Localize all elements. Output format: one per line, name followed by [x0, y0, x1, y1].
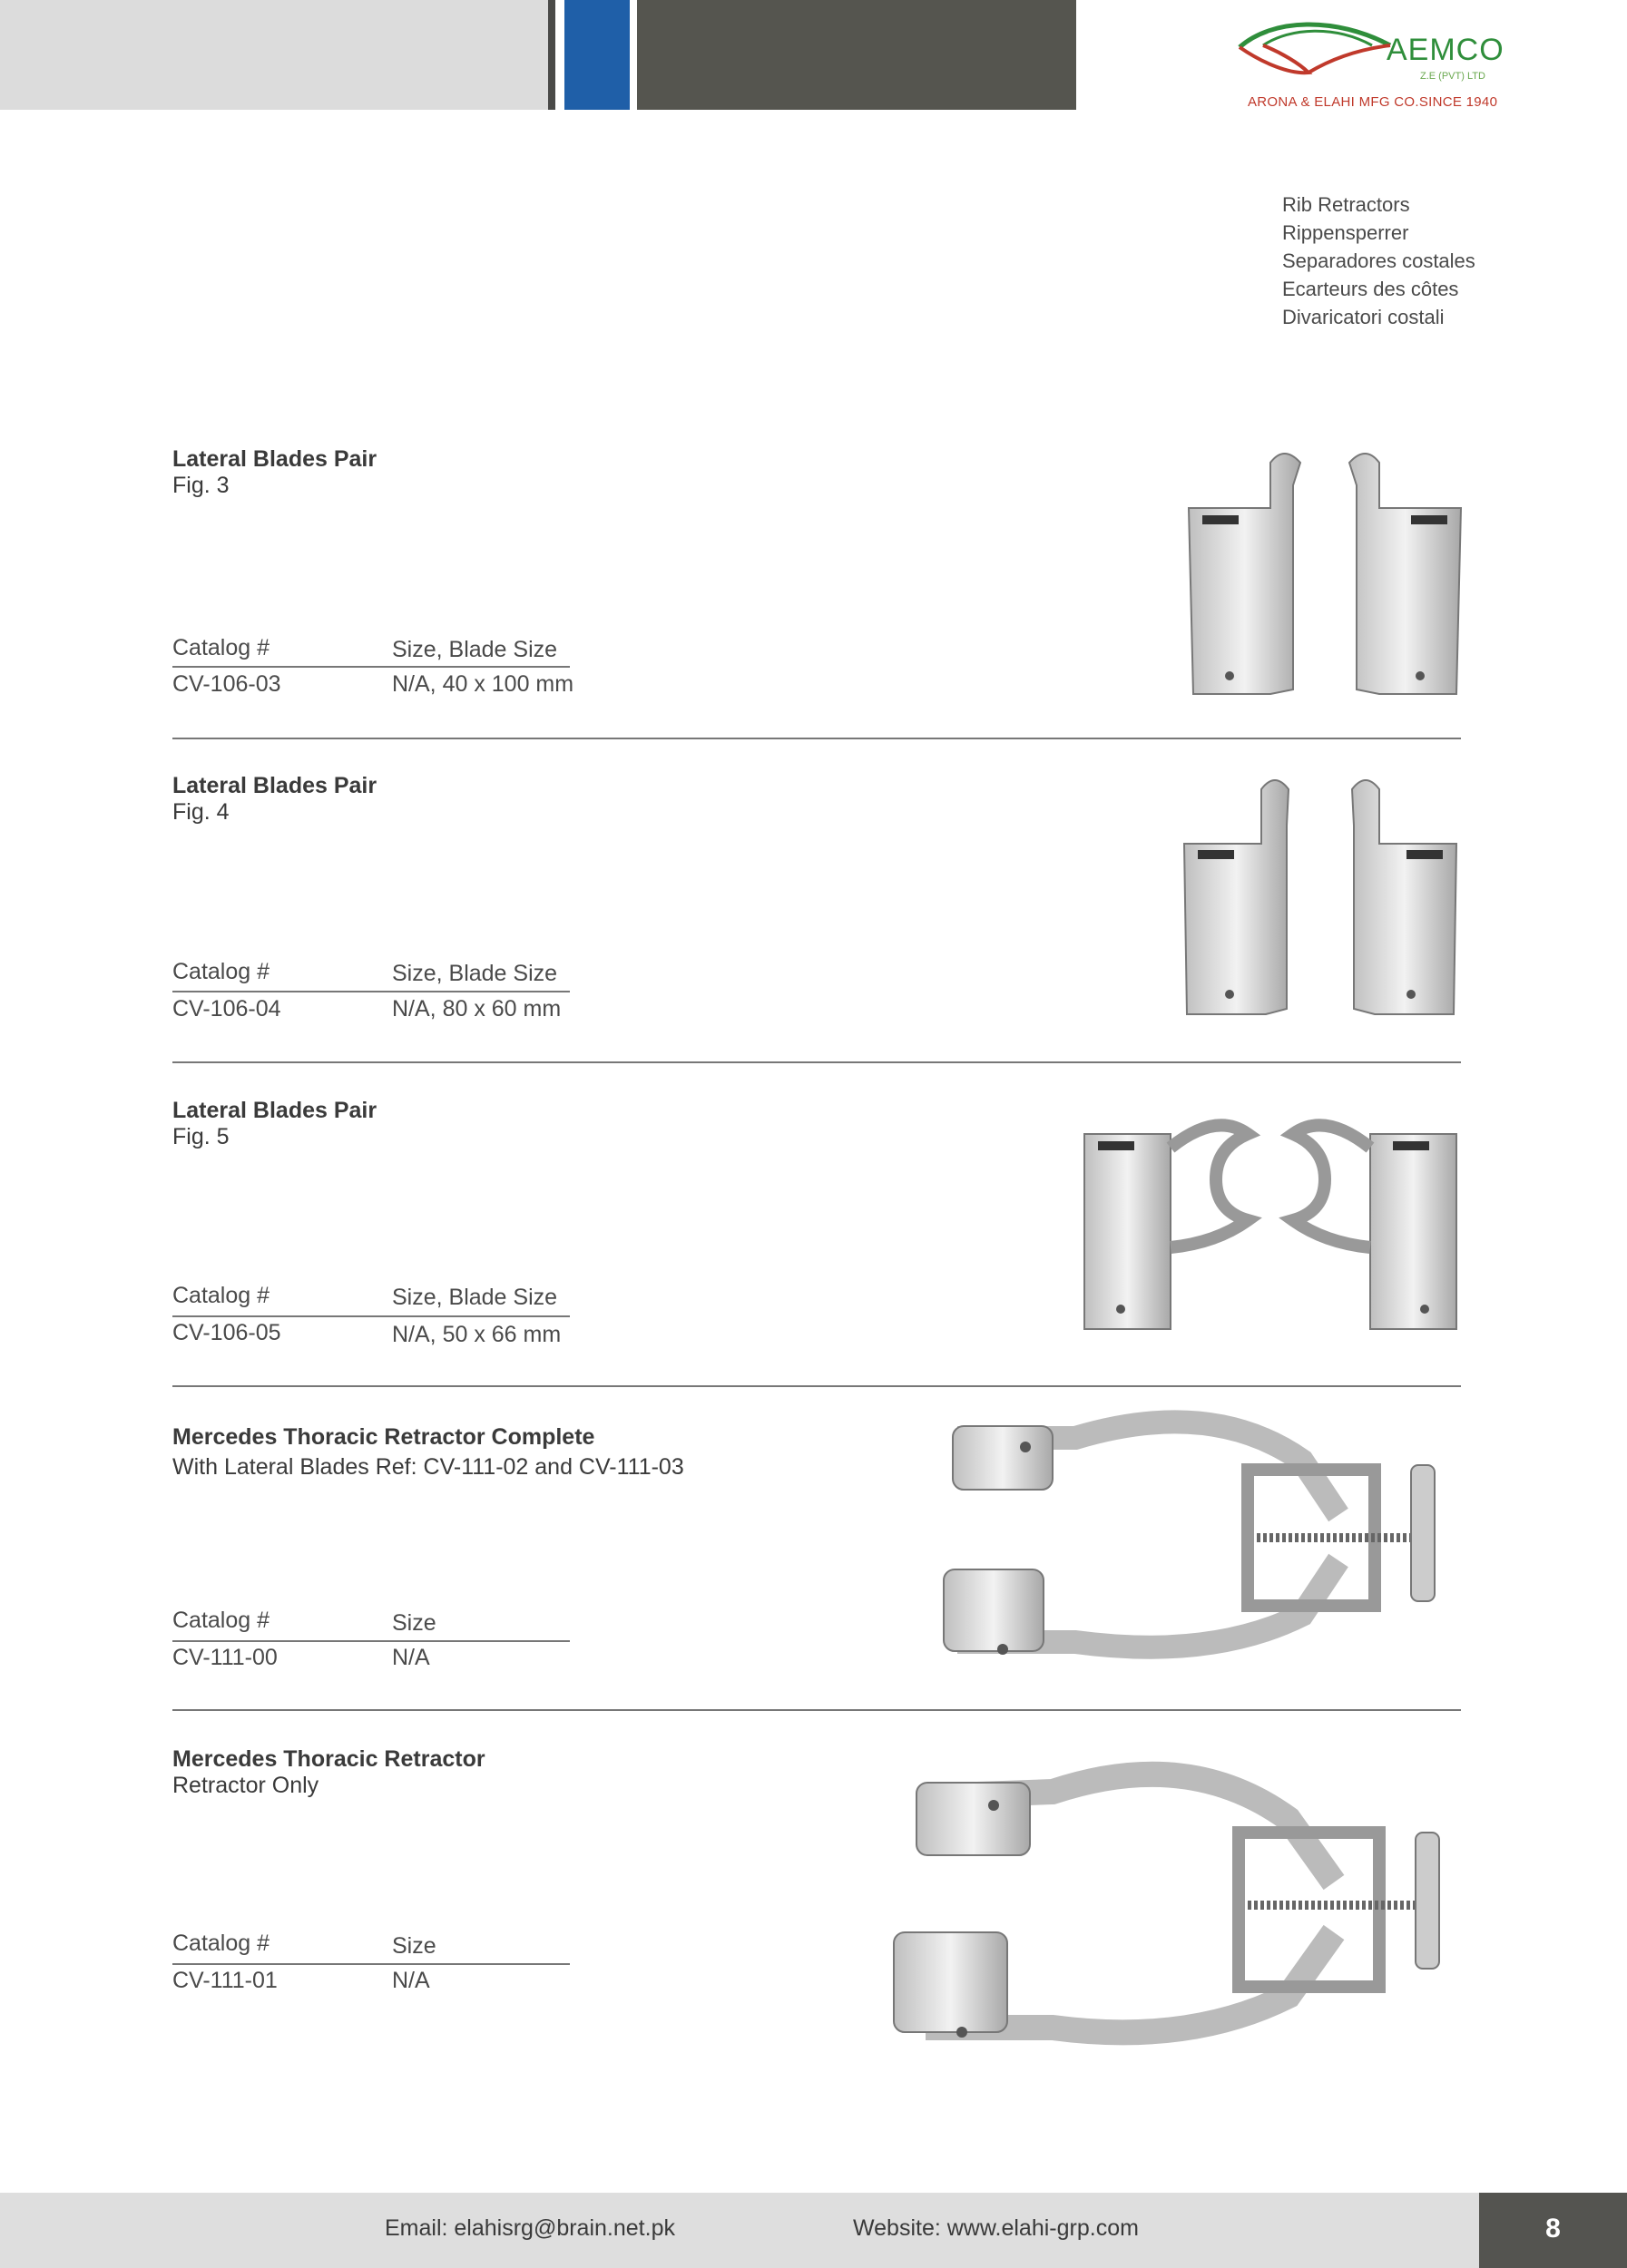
- header-stripe: [548, 0, 555, 110]
- product-subtitle: Fig. 4: [172, 799, 230, 825]
- company-logo-emblem: [1236, 18, 1395, 82]
- product-subtitle: Fig. 5: [172, 1124, 230, 1149]
- section-divider: [172, 1709, 1461, 1711]
- catalog-number: CV-111-01: [172, 1968, 278, 1993]
- brand-name: AEMCO: [1387, 33, 1504, 67]
- size-value: N/A: [392, 1968, 430, 1993]
- section-divider: [172, 1061, 1461, 1063]
- mercedes-retractor-image: [889, 1755, 1465, 2064]
- lateral-blades-fig5-image: [1080, 1111, 1461, 1334]
- product-title: Mercedes Thoracic Retractor: [172, 1746, 485, 1772]
- category-de: Rippensperrer: [1282, 221, 1409, 244]
- size-label: Size: [392, 1933, 436, 1959]
- lateral-blades-fig4-image: [1180, 771, 1461, 1016]
- size-value: N/A: [392, 1645, 430, 1670]
- product-title: Lateral Blades Pair: [172, 446, 377, 472]
- footer-website: Website: www.elahi-grp.com: [853, 2215, 1139, 2241]
- header-bar-blue: [564, 0, 630, 110]
- footer-bar: [0, 2193, 1627, 2268]
- footer-email: Email: elahisrg@brain.net.pk: [385, 2215, 675, 2241]
- catalog-number: CV-106-04: [172, 996, 281, 1022]
- catalog-number: CV-106-05: [172, 1320, 281, 1345]
- catalog-label: Catalog #: [172, 1283, 270, 1308]
- header-bar-light: [0, 0, 548, 110]
- catalog-label: Catalog #: [172, 1931, 270, 1956]
- size-label: Size, Blade Size: [392, 1285, 558, 1310]
- lateral-blades-fig3-image: [1184, 445, 1465, 699]
- table-rule: [172, 1640, 570, 1642]
- product-title: Mercedes Thoracic Retractor Complete: [172, 1424, 595, 1450]
- catalog-number: CV-111-00: [172, 1645, 278, 1670]
- brand-tagline: ARONA & ELAHI MFG CO.SINCE 1940: [1248, 94, 1498, 110]
- size-label: Size, Blade Size: [392, 637, 558, 662]
- brand-sub: Z.E (PVT) LTD: [1420, 71, 1485, 82]
- product-subtitle: With Lateral Blades Ref: CV-111-02 and CV-111-03: [172, 1454, 684, 1480]
- product-subtitle: Retractor Only: [172, 1773, 319, 1798]
- catalog-label: Catalog #: [172, 959, 270, 984]
- category-es: Separadores costales: [1282, 249, 1475, 272]
- size-value: N/A, 40 x 100 mm: [392, 671, 574, 697]
- size-value: N/A, 50 x 66 mm: [392, 1322, 562, 1347]
- category-en: Rib Retractors: [1282, 193, 1410, 216]
- mercedes-retractor-complete-image: [939, 1406, 1465, 1678]
- product-subtitle: Fig. 3: [172, 473, 230, 498]
- product-title: Lateral Blades Pair: [172, 1098, 377, 1123]
- catalog-label: Catalog #: [172, 1608, 270, 1633]
- size-label: Size, Blade Size: [392, 961, 558, 986]
- table-rule: [172, 1315, 570, 1317]
- size-value: N/A, 80 x 60 mm: [392, 996, 562, 1022]
- table-rule: [172, 666, 570, 668]
- category-names: [1282, 191, 1475, 331]
- product-title: Lateral Blades Pair: [172, 773, 377, 798]
- category-it: Divaricatori costali: [1282, 306, 1445, 328]
- section-divider: [172, 1385, 1461, 1387]
- category-fr: Ecarteurs des côtes: [1282, 278, 1459, 300]
- page-number: 8: [1545, 2214, 1561, 2244]
- table-rule: [172, 1963, 570, 1965]
- header-bar-dark: [637, 0, 1076, 110]
- catalog-number: CV-106-03: [172, 671, 281, 697]
- size-label: Size: [392, 1610, 436, 1636]
- section-divider: [172, 738, 1461, 739]
- catalog-label: Catalog #: [172, 635, 270, 660]
- table-rule: [172, 991, 570, 992]
